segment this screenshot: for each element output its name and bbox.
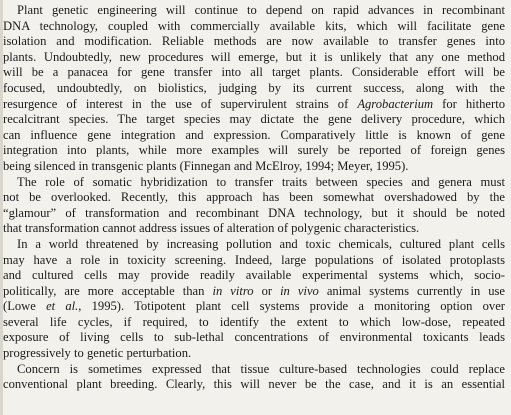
paragraph-1 [3,3,505,175]
text-line: plants. Undoubtedly, new procedures will emerge, but it is unlikely that any one method [3,49,505,64]
text-line: being silenced in transgenic plants (Finnegan and McElroy, 1994; Meyer, 1995). [3,158,409,173]
text-line: exposure of living cells to sub-lethal concentrations of environmental toxicants leads [3,330,505,345]
text-line: that transformation cannot address issues of alteration of polygenic characteristics. [3,221,420,236]
text-line: progressively to genetic perturbation. [3,346,192,361]
text-line: and cultured cells may provide readily available experimental systems which, socio- [3,268,505,283]
text-line: DNA technology, coupled with commercially available kits, which will facilitate gene [3,18,505,33]
text-line: focused, undoubtedly, on biolistics, judging by its current success, along with the [3,80,505,95]
text-line: conventional plant breeding. Clearly, this will never be the case, and it is an essential [3,377,505,392]
text-line: resurgence of interest in the use of supervirulent strains of Agrobacterium for hitherto [3,96,505,111]
text-line: will be a panacea for gene transfer into all target plants. Considerable effort will be [3,65,505,80]
text-line: Plant genetic engineering will continue to depend on rapid advances in recombinant [17,3,505,17]
paragraph-2 [3,175,505,237]
text-line: integration into plants, while more examples will surely be reported of foreign genes [3,143,505,158]
text-line: “glamour” of transformation and recombinant DNA technology, but it should be noted [3,205,505,220]
text-line: can influence gene integration and expression. Comparatively little is known of gene [3,127,505,142]
text-line: several life cycles, if required, to identify the extent to which low-dose, repeated [3,314,505,329]
document-text [3,3,505,393]
paragraph-4 [3,362,505,393]
text-line: isolation and modification. Reliable methods are now available to transfer genes into [3,34,505,49]
text-line: Concern is sometimes expressed that tissue culture-based technologies could replace [17,361,505,376]
text-line: (Lowe et al., 1995). Totipotent plant cell systems provide a monitoring option over [3,299,505,314]
paragraph-3 [3,237,505,362]
text-line: politically, are more acceptable than in vitro or in vivo animal systems currently in use [3,283,506,298]
text-line: In a world threatened by increasing pollution and toxic chemicals, cultured plant cells [17,236,505,251]
text-line: recalcitrant species. The target species may dictate the gene delivery procedure, which [3,112,505,127]
text-line: not be overlooked. Recently, this approach has been somewhat overshadowed by the [3,190,505,205]
text-line: may have a role in toxicity screening. Indeed, large populations of isolated protoplasts [3,252,505,267]
text-line: The role of somatic hybridization to transfer traits between species and genera must [17,174,505,189]
